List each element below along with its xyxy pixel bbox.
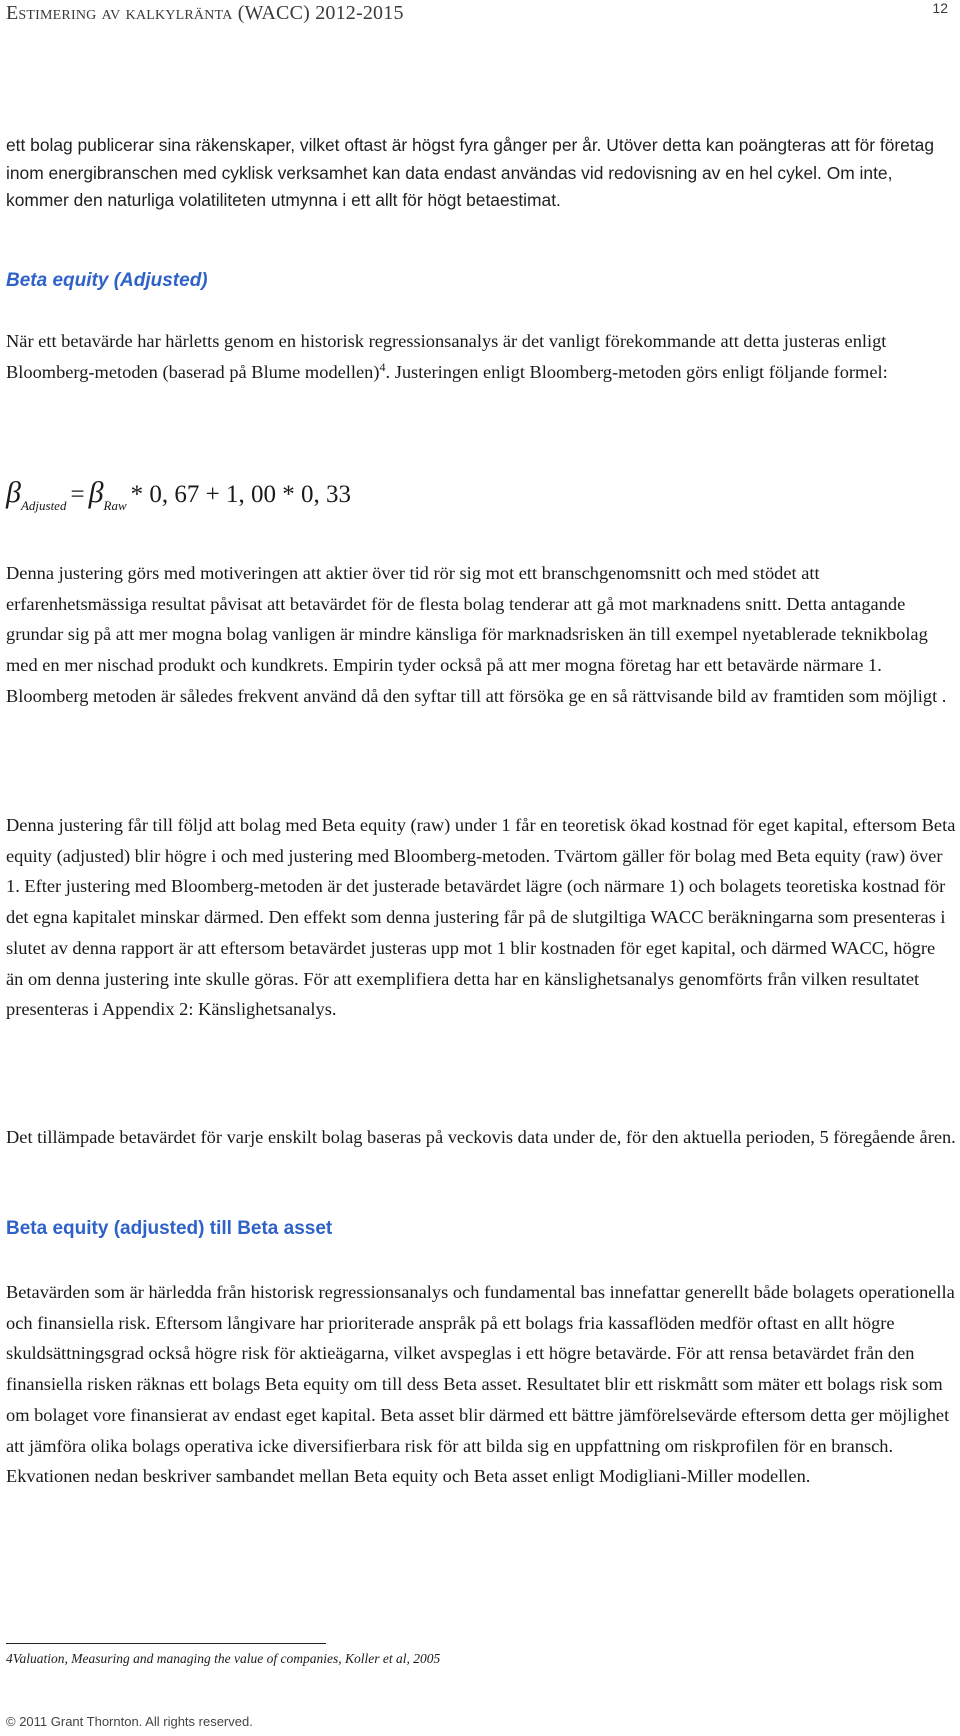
copyright-footer: © 2011 Grant Thornton. All rights reserved. <box>6 1714 253 1729</box>
section-heading-beta-adjusted: Beta equity (Adjusted) <box>6 270 208 291</box>
subscript-adjusted: Adjusted <box>20 498 67 513</box>
bloomberg-paragraph-continuation: . Justeringen enligt Bloomberg-metoden görs enligt följande formel: <box>385 361 888 382</box>
running-header-title: Estimering av kalkylränta (WACC) 2012-2015 <box>6 2 404 24</box>
intro-paragraph: ett bolag publicerar sina räkenskaper, vilket oftast är högst fyra gånger per år. Utöver detta kan poängteras att för företag inom energibranschen med cyklisk verksamhet kan data endast användas vid redovisning av en hel cykel. Om inte, kommer den naturliga volatiliteten utmynna i ett allt för högt betaestimat. <box>6 135 935 210</box>
footnote <box>6 1651 440 1667</box>
data-basis-paragraph: Det tillämpade betavärdet för varje enskilt bolag baseras på veckovis data under de, för den aktuella perioden, 5 föregående åren. <box>6 1127 956 1147</box>
subscript-raw: Raw <box>103 498 127 513</box>
bloomberg-method-paragraph <box>6 326 956 387</box>
bloomberg-paragraph-text: När ett betavärde har härletts genom en historisk regressionsanalys är det vanligt förekommande att detta justeras enligt Bloomberg-metoden (baserad på Blume modellen) <box>6 331 887 382</box>
formula-expression: * 0, 67 + 1, 00 * 0, 33 <box>130 481 351 508</box>
effect-paragraph: Denna justering får till följd att bolag med Beta equity (raw) under 1 får en teoretisk ökad kostnad för eget kapital, eftersom Beta equity (adjusted) blir högre i och med justering med Bloomberg-metoden. Tvärtom gäller för bolag med Beta equity (raw) över 1. Efter justering med Bloomberg-metoden är det justerade betavärdet lägre (och närmare 1) och bolagets teoretiska kostnad för det egna kapitalet minskar därmed. Den effekt som denna justering får på de slutgiltiga WACC beräkningarna som presenteras i slutet av denna rapport är att eftersom betavärdet justeras upp mot 1 blir kostnaden för eget kapital, och därmed WACC, högre än om denna justering inte skulle göras. För att exemplifiera detta har en känslighetsanalys genomförts från vilken resultatet presenteras i Appendix 2: Känslighetsanalys. <box>6 815 956 1020</box>
page-number: 12 <box>932 0 948 16</box>
footnote-number: 4 <box>6 1651 13 1666</box>
footnote-divider <box>6 1643 326 1644</box>
beta-symbol-right: β <box>88 476 104 509</box>
footnote-reference: 4 <box>379 359 386 374</box>
beta-asset-paragraph: Betavärden som är härledda från historisk regressionsanalys och fundamental bas innefattar generellt både bolagets operationella och finansiella risk. Eftersom långivare har prioriterade anspråk på ett bolags fria kassaflöden medför oftast en allt högre skuldsättningsgrad också högre risk för aktieägarna, vilket avspeglas i ett högre betavärde. För att rensa betavärdet från den finansiella risken räknas ett bolags Beta equity om till dess Beta asset. Resultatet blir ett riskmått som mäter ett bolags risk som om bolaget vore finansierat av endast eget kapital. Beta asset blir därmed ett bättre jämförelsevärde eftersom detta ger möjlighet att jämföra olika bolags operativa icke diversifierbara risk för att bilda sig en uppfattning om riskprofilen för en bransch. Ekvationen nedan beskriver sambandet mellan Beta equity och Beta asset enligt Modigliani-Miller modellen. <box>6 1282 955 1487</box>
justification-paragraph: Denna justering görs med motiveringen att aktier över tid rör sig mot ett branschgenomsnitt och med stödet att erfarenhetsmässiga resultat påvisat att betavärdet för de flesta bolag tenderar att gå mot marknadens snitt. Detta antagande grundar sig på att mer mogna bolag vanligen är mindre känsliga för marknadsrisken än till exempel nyetablerade teknikbolag med en mer nischad produkt och kundkrets. Empirin tyder också på att mer mogna företag har ett betavärde närmare 1. Bloomberg metoden är således frekvent använd då den syftar till att försöka ge en så rättvisande bild av framtiden som möjligt . <box>6 563 947 706</box>
beta-symbol-left: β <box>6 476 21 509</box>
footnote-text: Valuation, Measuring and managing the value of companies, Koller et al, 2005 <box>12 1651 441 1666</box>
equals-sign: = <box>70 481 85 508</box>
beta-adjustment-formula <box>6 476 506 526</box>
section-heading-beta-asset: Beta equity (adjusted) till Beta asset <box>6 1218 333 1239</box>
